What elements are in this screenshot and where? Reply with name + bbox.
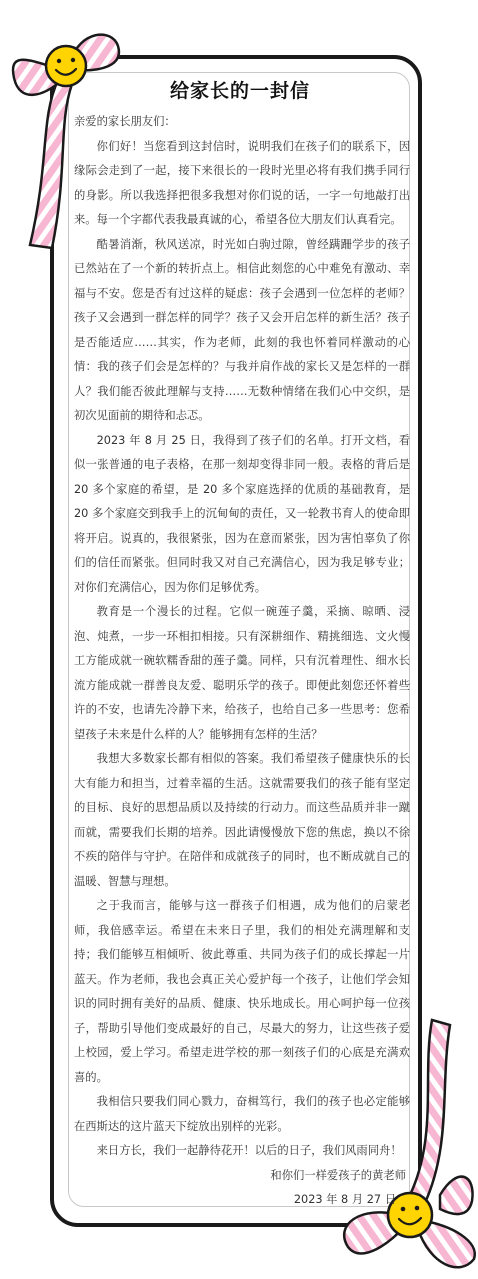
letter-paragraph: 我相信只要我们同心戮力，奋楫笃行，我们的孩子也必定能够在西斯达的这片蓝天下绽放出别样的光彩。 xyxy=(74,1095,410,1133)
letter-paragraph: 教育是一个漫长的过程。它似一碗莲子羹，采摘、晾晒、浸泡、炖煮，一步一环相扣相接。只有深耕细作、精挑细选、文火慢工方能成就一碗软糯香甜的莲子羹。同样，只有沉着理性、细水长流方能成就一群善良友爱、聪明乐学的孩子。即便此刻您还怀着些许的不安，也请先冷静下来，给孩子，也给自己多一些思考：您希望孩子未来是什么样的人？能够拥有怎样的生活？ xyxy=(74,605,410,741)
letter-paragraph: 之于我而言，能够与这一群孩子们相遇，成为他们的启蒙老师，我倍感幸运。希望在未来日子里，我们的相处充满理解和支持；我们能够互相倾听、彼此尊重、共同为孩子们的成长撑起一片蓝天。作为老师，我也会真正关心爱护每一个孩子，让他们学会知识的同时拥有美好的品质、健康、快乐地成长。用心呵护每一位孩子，帮助引导他们变成最好的自己，尽最大的努力，让这些孩子爱上校园，爱上学习。希望走进学校的那一刻孩子们的心底是充满欢喜的。 xyxy=(74,899,410,1084)
letter-paragraph: 我想大多数家长都有相似的答案。我们希望孩子健康快乐的长大有能力和担当，过着幸福的生活。这就需要我们的孩子能有坚定的目标、良好的思想品质以及持续的行动力。而这些品质并非一蹴而就，需要我们长期的培养。因此请慢慢放下您的焦虑，换以不徐不疾的陪伴与守护。在陪伴和成就孩子的同时，也不断成就自己的温暖、智慧与理想。 xyxy=(74,752,410,888)
letter-title: 给家长的一封信 xyxy=(169,80,310,102)
letter-greeting: 亲爱的家长朋友们： xyxy=(74,115,176,128)
letter-paragraph: 你们好！当您看到这封信时，说明我们在孩子们的联系下，因缘际会走到了一起，接下来很长的一段时光里必将有我们携手同行的身影。所以我选择把很多我想对你们说的话，一字一句地敲打出来。每一个字都代表我最真诚的心，希望各位大朋友们认真看完。 xyxy=(74,139,410,226)
letter-body xyxy=(74,110,410,1213)
letter-paragraph: 2023 年 8 月 25 日，我得到了孩子们的名单。打开文档，看似一张普通的电子表格，在那一刻却变得非同一般。表格的背后是 20 多个家庭的希望，是 20 多个家庭选择的优质的基础教育，是 20 多个家庭交到我手上的沉甸甸的责任，又一轮教书育人的使命即将开启。说真的，我很紧张，因为在意而紧张，因为害怕辜负了你们的信任而紧张。但同时我又对自己充满信心，因为我足够专业；对你们充满信心，因为你们足够优秀。 xyxy=(74,433,410,594)
letter-paragraph: 酷暑消渐，秋风送凉，时光如白驹过隙，曾经蹒跚学步的孩子已然站在了一个新的转折点上。相信此刻您的心中难免有激动、幸福与不安。您是否有过这样的疑虑：孩子会遇到一位怎样的老师？孩子又会遇到一群怎样的同学？孩子又会开启怎样的新生活？孩子是否能适应……其实，作为老师，此刻的我也怀着同样激动的心情：我的孩子们会是怎样的？与我并肩作战的家长又是怎样的一群人？我们能否彼此理解与支持……无数种情绪在我们心中交织，是初次见面前的期待和忐忑。 xyxy=(74,237,410,422)
letter-date: 2023 年 8 月 27 日 xyxy=(293,1193,396,1206)
letter-paragraph: 来日方长，我们一起静待花开！以后的日子，我们风雨同舟！ xyxy=(96,1144,402,1157)
letter-signature: 和你们一样爱孩子的黄老师 xyxy=(270,1168,406,1182)
